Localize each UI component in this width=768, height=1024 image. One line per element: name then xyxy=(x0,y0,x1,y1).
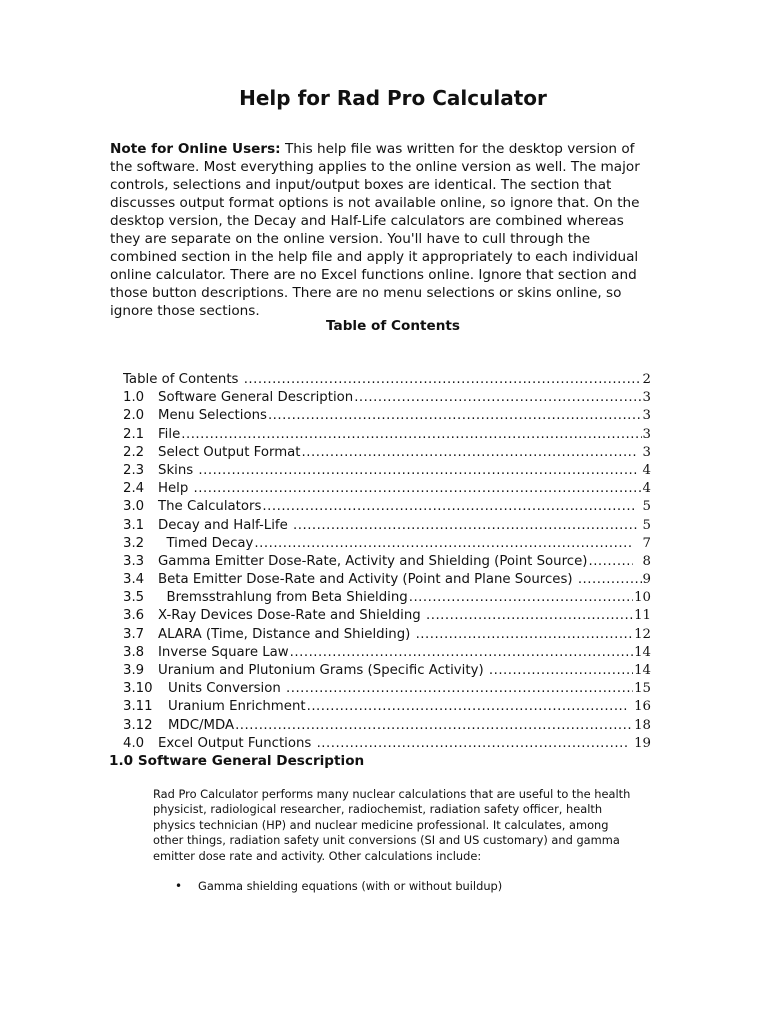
toc-entry-leader xyxy=(588,553,633,571)
toc-entry-page: 7 xyxy=(634,535,651,551)
toc-entry-leader xyxy=(302,444,638,462)
toc-entry-leader xyxy=(317,735,629,753)
bullet-item xyxy=(175,879,502,893)
toc-list xyxy=(123,371,651,753)
toc-entry[interactable] xyxy=(123,444,651,462)
toc-entry-page: 14 xyxy=(634,644,651,660)
toc-entry[interactable] xyxy=(123,426,651,444)
toc-entry-label: MDC/MDA xyxy=(168,717,235,733)
toc-entry-number: 3.12 xyxy=(123,717,153,733)
toc-entry-number: 4.0 xyxy=(123,735,145,751)
toc-entry-leader xyxy=(409,589,633,607)
toc-entry-leader xyxy=(307,698,629,716)
document-title: Help for Rad Pro Calculator xyxy=(239,86,547,110)
toc-entry-label: Uranium Enrichment xyxy=(168,699,306,715)
toc-entry-number: 3.7 xyxy=(123,626,145,642)
toc-entry-number: 2.3 xyxy=(123,462,145,478)
toc-entry-number: 3.9 xyxy=(123,663,145,678)
toc-entry-label: Units Conversion xyxy=(168,681,285,697)
toc-entry[interactable] xyxy=(123,680,651,698)
toc-entry-page: 15 xyxy=(634,681,651,697)
toc-entry-label: ALARA (Time, Distance and Shielding) xyxy=(158,626,415,642)
toc-entry-label: Bremsstrahlung from Beta Shielding xyxy=(158,590,408,606)
toc-entry-leader xyxy=(426,607,633,625)
toc-entry[interactable] xyxy=(123,371,651,389)
toc-entry-number: 2.2 xyxy=(123,444,145,460)
toc-entry-label: File xyxy=(158,426,181,442)
toc-entry-number: 2.0 xyxy=(123,408,145,424)
toc-entry-number: 2.4 xyxy=(123,481,145,497)
toc-entry-page: 3 xyxy=(642,426,651,442)
toc-entry-leader xyxy=(262,498,637,516)
toc-entry-number: 3.4 xyxy=(123,572,145,588)
toc-entry-number: 3.10 xyxy=(123,681,153,697)
toc-entry-leader xyxy=(416,626,634,644)
toc-entry-page: 3 xyxy=(642,390,651,406)
toc-entry-number: 3.1 xyxy=(123,517,145,533)
toc-entry-leader xyxy=(268,407,642,425)
toc-entry-leader xyxy=(194,480,642,498)
bullet-list xyxy=(175,879,502,893)
toc-entry[interactable] xyxy=(123,717,651,735)
toc-entry-leader xyxy=(254,535,633,553)
toc-entry-leader xyxy=(489,662,633,680)
online-users-note xyxy=(110,140,650,320)
toc-entry-label: Menu Selections xyxy=(158,408,267,424)
toc-entry-number: 3.5 xyxy=(123,590,145,606)
toc-entry-page: 4 xyxy=(642,481,651,497)
toc-entry-number: 3.6 xyxy=(123,608,145,624)
toc-entry-leader xyxy=(290,644,633,662)
toc-entry-leader xyxy=(293,517,637,535)
toc-entry-page: 19 xyxy=(629,735,651,751)
toc-entry-page: 14 xyxy=(634,663,651,678)
toc-entry-leader xyxy=(354,389,641,407)
toc-entry-number: 3.11 xyxy=(123,699,153,715)
toc-entry-page: 4 xyxy=(638,462,651,478)
toc-entry-page: 9 xyxy=(642,572,651,588)
toc-entry[interactable] xyxy=(123,517,651,535)
toc-entry[interactable] xyxy=(123,553,651,571)
toc-entry-label: Inverse Square Law xyxy=(158,644,289,660)
bullet-icon: • xyxy=(175,879,183,893)
toc-entry[interactable] xyxy=(123,535,651,553)
toc-entry-label: Gamma Emitter Dose-Rate, Activity and Shielding (Point Source) xyxy=(158,553,588,569)
toc-entry-page: 3 xyxy=(638,444,651,460)
toc-entry-leader xyxy=(286,680,633,698)
toc-entry-label: Help xyxy=(158,481,193,497)
toc-entry[interactable] xyxy=(123,407,651,425)
toc-entry-number: 3.2 xyxy=(123,535,145,551)
toc-entry-label: Table of Contents xyxy=(123,372,243,387)
toc-entry-label: Beta Emitter Dose-Rate and Activity (Point and Plane Sources) xyxy=(158,572,577,588)
toc-entry-page: 8 xyxy=(634,553,651,569)
toc-entry-label: Timed Decay xyxy=(158,535,254,551)
toc-entry[interactable] xyxy=(123,662,651,680)
toc-entry-leader xyxy=(198,462,637,480)
toc-entry[interactable] xyxy=(123,735,651,753)
toc-entry-page: 11 xyxy=(634,608,651,624)
toc-entry-label: Skins xyxy=(158,462,198,478)
toc-entry-label: Excel Output Functions xyxy=(158,735,316,751)
toc-entry-page: 16 xyxy=(629,699,651,715)
toc-entry-number: 3.3 xyxy=(123,553,145,569)
toc-entry-leader xyxy=(235,717,633,735)
toc-entry-number: 3.0 xyxy=(123,499,145,515)
toc-entry-leader xyxy=(578,571,642,589)
toc-entry[interactable] xyxy=(123,389,651,407)
toc-entry-label: X-Ray Devices Dose-Rate and Shielding xyxy=(158,608,425,624)
toc-entry[interactable] xyxy=(123,698,651,716)
toc-entry[interactable] xyxy=(123,626,651,644)
toc-entry[interactable] xyxy=(123,462,651,480)
toc-entry[interactable] xyxy=(123,571,651,589)
toc-entry-page: 2 xyxy=(642,372,651,387)
toc-entry-page: 5 xyxy=(638,517,651,533)
toc-entry-number: 1.0 xyxy=(123,390,145,406)
toc-entry[interactable] xyxy=(123,644,651,662)
toc-entry-label: Uranium and Plutonium Grams (Specific Activity) xyxy=(158,663,488,678)
toc-entry-label: Software General Description xyxy=(158,390,354,406)
toc-entry[interactable] xyxy=(123,607,651,625)
section-heading: 1.0 Software General Description xyxy=(109,753,365,769)
toc-heading: Table of Contents xyxy=(326,318,460,334)
toc-entry-page: 12 xyxy=(634,626,651,642)
toc-entry-number: 2.1 xyxy=(123,426,145,442)
toc-entry-label: Decay and Half-Life xyxy=(158,517,293,533)
toc-entry[interactable] xyxy=(123,498,651,516)
toc-entry-number: 3.8 xyxy=(123,644,145,660)
toc-entry-leader xyxy=(181,426,641,444)
toc-entry-page: 5 xyxy=(638,499,651,515)
section-paragraph: Rad Pro Calculator performs many nuclear calculations that are useful to the health physicist, radiological researcher, radiochemist, radiation safety officer, health physics technician (HP) and nuclear medicine professional. It calculates, among other things, radiation safety unit conversions (SI and US customary) and gamma emitter dose rate and activity. Other calculations include: xyxy=(153,787,631,863)
toc-entry-page: 3 xyxy=(642,408,651,424)
note-text: This help file was written for the desktop version of the software. Most everything applies to the online version as well. The major controls, selections and input/output boxes are identical. The section that discusses output format options is not available online, so ignore that. On the desktop version, the Decay and Half-Life calculators are combined whereas they are separate on the online version. You'll have to cull through the combined section in the help file and apply it appropriately to each individual online calculator. There are no Excel functions online. Ignore that section and those button descriptions. There are no menu selections or skins online, so ignore those sections. xyxy=(110,141,640,319)
toc-entry-page: 18 xyxy=(634,717,651,733)
toc-entry[interactable] xyxy=(123,589,651,607)
toc-entry[interactable] xyxy=(123,480,651,498)
toc-entry-label: Select Output Format xyxy=(158,444,301,460)
toc-entry-leader xyxy=(244,371,642,389)
bullet-text: Gamma shielding equations (with or without buildup) xyxy=(198,879,503,893)
note-label: Note for Online Users: xyxy=(110,141,281,157)
toc-entry-label: The Calculators xyxy=(158,499,262,515)
toc-entry-page: 10 xyxy=(634,590,651,606)
